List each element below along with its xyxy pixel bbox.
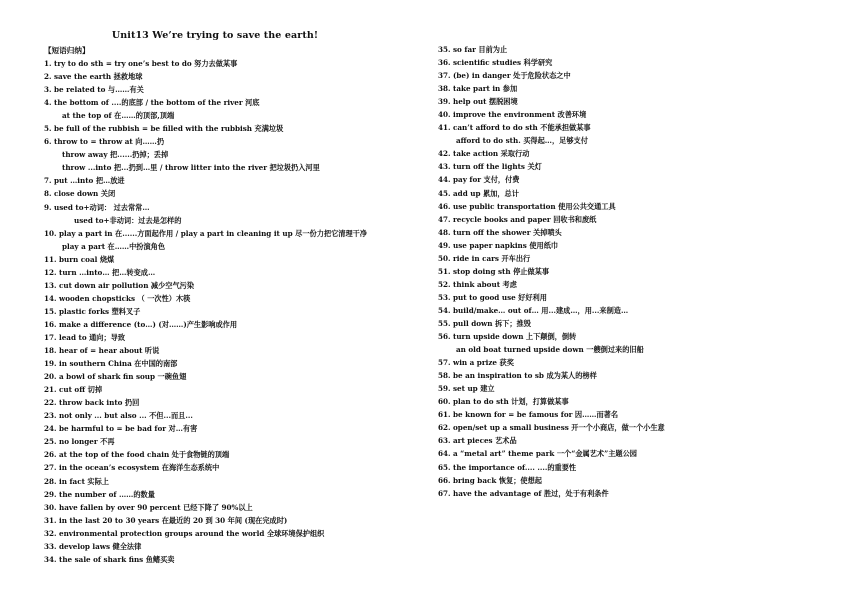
- phrase-entry: 22. throw back into 扔回: [44, 398, 140, 408]
- phrase-entry: 63. art pieces 艺术品: [438, 436, 517, 446]
- phrase-entry: 34. the sale of shark fins 鱼鳍买卖: [44, 554, 175, 564]
- phrase-entry: 24. be harmful to = be bad for 对…有害: [44, 424, 198, 434]
- phrase-entry: 56. turn upside down 上下颠倒，倒转: [438, 332, 577, 342]
- phrase-entry: afford to do sth. 买得起…，足够支付: [456, 136, 588, 146]
- phrase-entry: 4. the bottom of ....的底部 / the bottom of the river 河底: [44, 98, 260, 108]
- phrase-entry: an old boat turned upside down 一艘倒过来的旧船: [456, 345, 644, 355]
- phrase-entry: 47. recycle books and paper 回收书和废纸: [438, 214, 597, 224]
- phrase-entry: 9. used to+动词： 过去常常…: [44, 202, 150, 212]
- phrase-entry: 66. bring back 恢复；使想起: [438, 475, 542, 485]
- phrase-entry: 28. in fact 实际上: [44, 476, 109, 486]
- phrase-entry: used to+非动词：过去是怎样的: [74, 215, 182, 225]
- phrase-entry: 29. the number of ……的数量: [44, 489, 155, 499]
- phrase-entry: 14. wooden chopsticks （ 一次性）木筷: [44, 293, 191, 303]
- phrase-entry: 59. set up 建立: [438, 384, 495, 394]
- phrase-entry: 23. not only ... but also ... 不但...而且...: [44, 411, 193, 421]
- phrase-entry: 20. a bowl of shark fin soup 一碗鱼翅: [44, 372, 187, 382]
- phrase-entry: 12. turn …into… 把…转变成…: [44, 267, 156, 277]
- phrase-entry: 61. be known for = be famous for 因……而著名: [438, 410, 619, 420]
- phrase-entry: 10. play a part in 在......方面起作用 / play a part in cleaning it up 尽一份力把它清理干净: [44, 228, 368, 238]
- phrase-entry: 19. in southern China 在中国的南部: [44, 359, 178, 369]
- phrase-entry: 1. try to do sth = try one’s best to do 努力去做某事: [44, 59, 238, 68]
- phrase-entry: 30. have fallen by over 90 percent 已经下降了 90%以上: [44, 502, 253, 512]
- phrase-entry: 48. turn off the shower 关掉喷头: [438, 227, 562, 237]
- phrase-entry: 17. lead to 通向；导致: [44, 332, 126, 342]
- phrase-entry: 37. (be) in danger 处于危险状态之中: [438, 71, 571, 81]
- phrase-entry: 44. pay for 支付，付费: [438, 175, 520, 185]
- phrase-entry: 7. put …into 把…放进: [44, 176, 125, 186]
- phrase-entry: 40. improve the environment 改善环境: [438, 110, 587, 120]
- phrase-entry: 67. have the advantage of 胜过，处于有利条件: [438, 488, 609, 498]
- phrase-entry: play a part 在……中扮演角色: [62, 241, 166, 251]
- phrase-entry: 31. in the last 20 to 30 years 在最近的 20 到 30 年间 (现在完成时): [44, 515, 288, 525]
- phrase-entry: 52. think about 考虑: [438, 279, 517, 289]
- phrase-entry: 39. help out 摆脱困境: [438, 97, 518, 107]
- phrase-entry: 26. at the top of the food chain 处于食物链的顶端: [44, 450, 230, 460]
- left-phrase-column: [44, 57, 434, 566]
- right-phrase-column: [438, 43, 848, 500]
- phrase-entry: 13. cut down air pollution 减少空气污染: [44, 280, 195, 290]
- phrase-entry: 25. no longer 不再: [44, 437, 115, 447]
- phrase-entry: 33. develop laws 健全法律: [44, 541, 142, 551]
- phrase-entry: 62. open/set up a small business 开一个小商店，做一个小生意: [438, 423, 665, 433]
- phrase-entry: 16. make a difference (to…) (对……)产生影响或作用: [44, 319, 238, 329]
- phrase-entry: 21. cut off 切掉: [44, 385, 103, 395]
- phrase-entry: 55. pull down 拆下；推毁: [438, 318, 531, 328]
- phrase-entry: at the top of 在……的顶部,顶端: [62, 111, 175, 121]
- phrase-entry: 58. be an inspiration to sb 成为某人的榜样: [438, 371, 597, 381]
- phrase-entry: 5. be full of the rubbish = be filled with the rubbish 充满垃圾: [44, 124, 284, 134]
- phrase-entry: 64. a “metal art” theme park 一个“金属艺术”主题公园: [438, 449, 637, 459]
- phrase-entry: 6. throw to = throw at 向……扔: [44, 137, 165, 147]
- phrase-entry: 57. win a prize 获奖: [438, 358, 514, 368]
- phrase-entry: 46. use public transportation 使用公共交通工具: [438, 201, 616, 211]
- phrase-entry: throw ...into 把...扔到…里 / throw litter into the river 把垃圾扔入河里: [62, 163, 320, 173]
- phrase-entry: 15. plastic forks 塑料叉子: [44, 306, 141, 316]
- phrase-entry: throw away 把......扔掉；丢掉: [62, 150, 169, 160]
- phrase-entry: 49. use paper napkins 使用纸巾: [438, 240, 559, 250]
- section-heading: 【短语归纳】: [44, 46, 90, 55]
- phrase-entry: 35. so far 目前为止: [438, 45, 508, 54]
- phrase-entry: 18. hear of = hear about 听说: [44, 346, 160, 356]
- phrase-entry: 54. build/make… out of… 用...建成…，用...来制造…: [438, 305, 629, 315]
- phrase-entry: 3. be related to 与……有关: [44, 85, 144, 95]
- phrase-entry: 11. burn coal 烧煤: [44, 254, 115, 264]
- document-title: Unit13 We’re trying to save the earth!: [111, 30, 319, 41]
- phrase-entry: 51. stop doing sth 停止做某事: [438, 266, 550, 276]
- phrase-entry: 65. the importance of.... ....的重要性: [438, 462, 577, 472]
- phrase-entry: 42. take action 采取行动: [438, 149, 530, 159]
- phrase-entry: 8. close down 关闭: [44, 189, 116, 199]
- phrase-entry: 41. can’t afford to do sth 不能承担做某事: [438, 123, 591, 133]
- phrase-entry: 50. ride in cars 开车出行: [438, 253, 531, 263]
- phrase-entry: 53. put to good use 好好利用: [438, 292, 547, 302]
- phrase-entry: 45. add up 累加，总计: [438, 188, 519, 198]
- phrase-entry: 2. save the earth 拯救地球: [44, 72, 143, 82]
- phrase-entry: 32. environmental protection groups around the world 全球环境保护组织: [44, 528, 325, 538]
- phrase-entry: 36. scientific studies 科学研究: [438, 58, 553, 68]
- phrase-entry: 38. take part in 参加: [438, 84, 518, 94]
- phrase-entry: 27. in the ocean’s ecosystem 在海洋生态系统中: [44, 463, 220, 473]
- phrase-entry: 43. turn off the lights 关灯: [438, 162, 542, 172]
- phrase-entry: 60. plan to do sth 计划，打算做某事: [438, 397, 569, 407]
